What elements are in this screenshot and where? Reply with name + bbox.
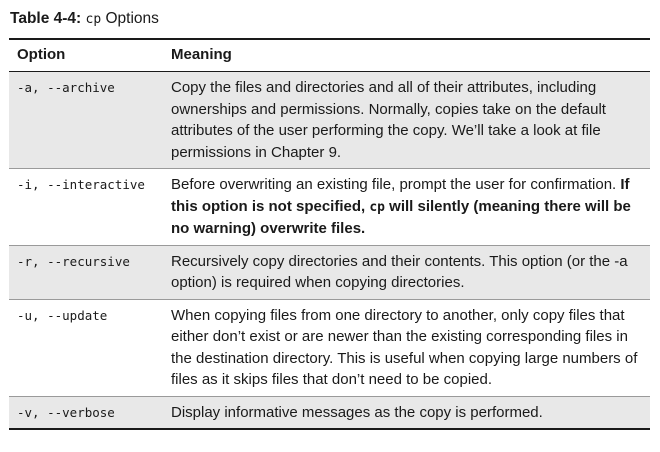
column-header-meaning: Meaning xyxy=(171,46,232,63)
meaning-cell xyxy=(162,169,650,246)
option-cell: -u, --update xyxy=(17,307,108,323)
column-header-option: Option xyxy=(17,46,66,63)
table-row-verbose xyxy=(9,396,650,429)
meaning-text: Before overwriting an existing file, prompt the user for confirmation. xyxy=(171,176,621,193)
warning-text-part-1: If this option is not specified, xyxy=(171,176,630,215)
option-cell: -v, --verbose xyxy=(17,404,115,420)
option-cell: -r, --recursive xyxy=(17,253,130,269)
option-cell: -i, --interactive xyxy=(17,177,145,192)
table-header-row xyxy=(9,39,650,72)
options-table xyxy=(9,38,650,430)
meaning-cell: Recursively copy directories and their contents. This option (or the -a option) is required when copying directories. xyxy=(171,252,628,291)
meaning-cell: When copying files from one directory to another, only copy files that either don’t exist or are newer than the existing corresponding files in the destination directory. This is useful when copying large numbers of files as it skips files that don’t need to be copied. xyxy=(171,306,638,388)
table-row-archive xyxy=(9,72,650,169)
options-table-container xyxy=(9,38,650,430)
table-row-recursive xyxy=(9,245,650,299)
warning-text-part-2: will silently (meaning there will be no warning) overwrite files. xyxy=(171,197,631,237)
table-row-update xyxy=(9,299,650,396)
caption-command: cp xyxy=(85,12,102,27)
meaning-cell: Copy the files and directories and all of their attributes, including ownerships and permissions. Normally, copies take on the default attributes of the user performing the copy. We’ll take a look at file permissions in Chapter 9. xyxy=(171,79,606,161)
caption-label: Table 4-4: xyxy=(10,10,82,27)
option-cell: -a, --archive xyxy=(17,80,115,95)
meaning-cell: Display informative messages as the copy is performed. xyxy=(171,403,543,421)
caption-title: Options xyxy=(101,10,159,27)
table-caption xyxy=(10,9,159,30)
warning-command: cp xyxy=(369,199,385,215)
table-row-interactive xyxy=(9,169,650,246)
